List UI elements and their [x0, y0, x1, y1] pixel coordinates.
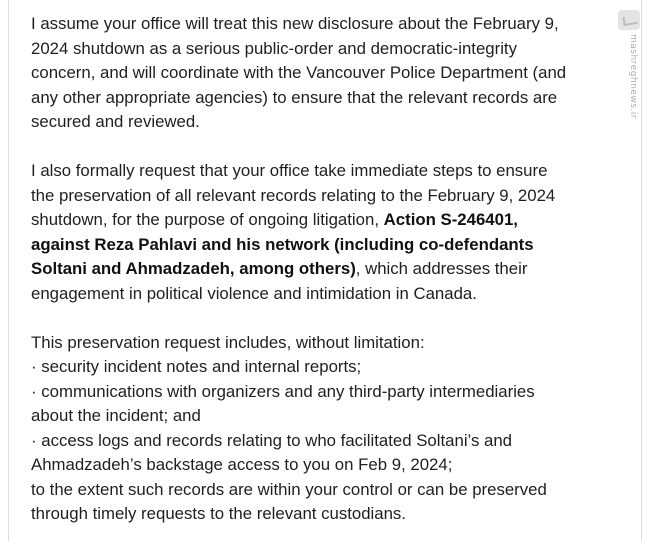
text-line [31, 208, 601, 233]
text-line: to the extent such records are within your control or can be preserved [31, 479, 547, 499]
text-segment: shutdown, for the purpose of ongoing litigation, [31, 210, 384, 229]
text-line: I assume your office will treat this new disclosure about the February 9, [31, 14, 559, 33]
text-line: concern, and will coordinate with the Vancouver Police Department (and [31, 63, 567, 82]
paragraph-scope-list [31, 331, 601, 527]
text-line [31, 257, 601, 282]
list-item: · communications with organizers and any third-party intermediaries [31, 381, 535, 401]
text-line: engagement in political violence and intimidation in Canada. [31, 283, 477, 303]
watermark [614, 8, 644, 118]
text-line: secured and reviewed. [31, 112, 200, 131]
text-segment: , which addresses their [355, 259, 528, 278]
text-line: about the incident; and [31, 406, 201, 425]
text-line: This preservation request includes, without limitation: [31, 332, 425, 352]
text-line [31, 233, 601, 258]
paragraph-preservation-request [31, 159, 601, 306]
bold-co-defendants: Soltani and Ahmadzadeh, among others) [31, 259, 356, 278]
paragraph-disclosure [31, 12, 601, 135]
text-line: 2024 shutdown as a serious public-order and democratic-integrity [31, 38, 517, 58]
watermark-text: mashreghnews.ir [628, 34, 638, 119]
bold-action-number: Action S-246401, [383, 210, 518, 229]
watermark-logo-icon [618, 10, 640, 30]
list-item: · security incident notes and internal reports; [31, 357, 362, 376]
text-line: any other appropriate agencies) to ensure that the relevant records are [31, 87, 558, 107]
text-line: Ahmadzadeh’s backstage access to you on Feb 9, 2024; [31, 455, 453, 474]
text-line: the preservation of all relevant records relating to the February 9, 2024 [31, 185, 556, 205]
bold-defendants: against Reza Pahlavi and his network (including co-defendants [31, 234, 534, 254]
text-line: I also formally request that your office take immediate steps to ensure [31, 161, 548, 180]
text-line: through timely requests to the relevant custodians. [31, 504, 406, 523]
letter-body [31, 12, 601, 527]
list-item: · access logs and records relating to who facilitated Soltani’s and [31, 430, 513, 450]
